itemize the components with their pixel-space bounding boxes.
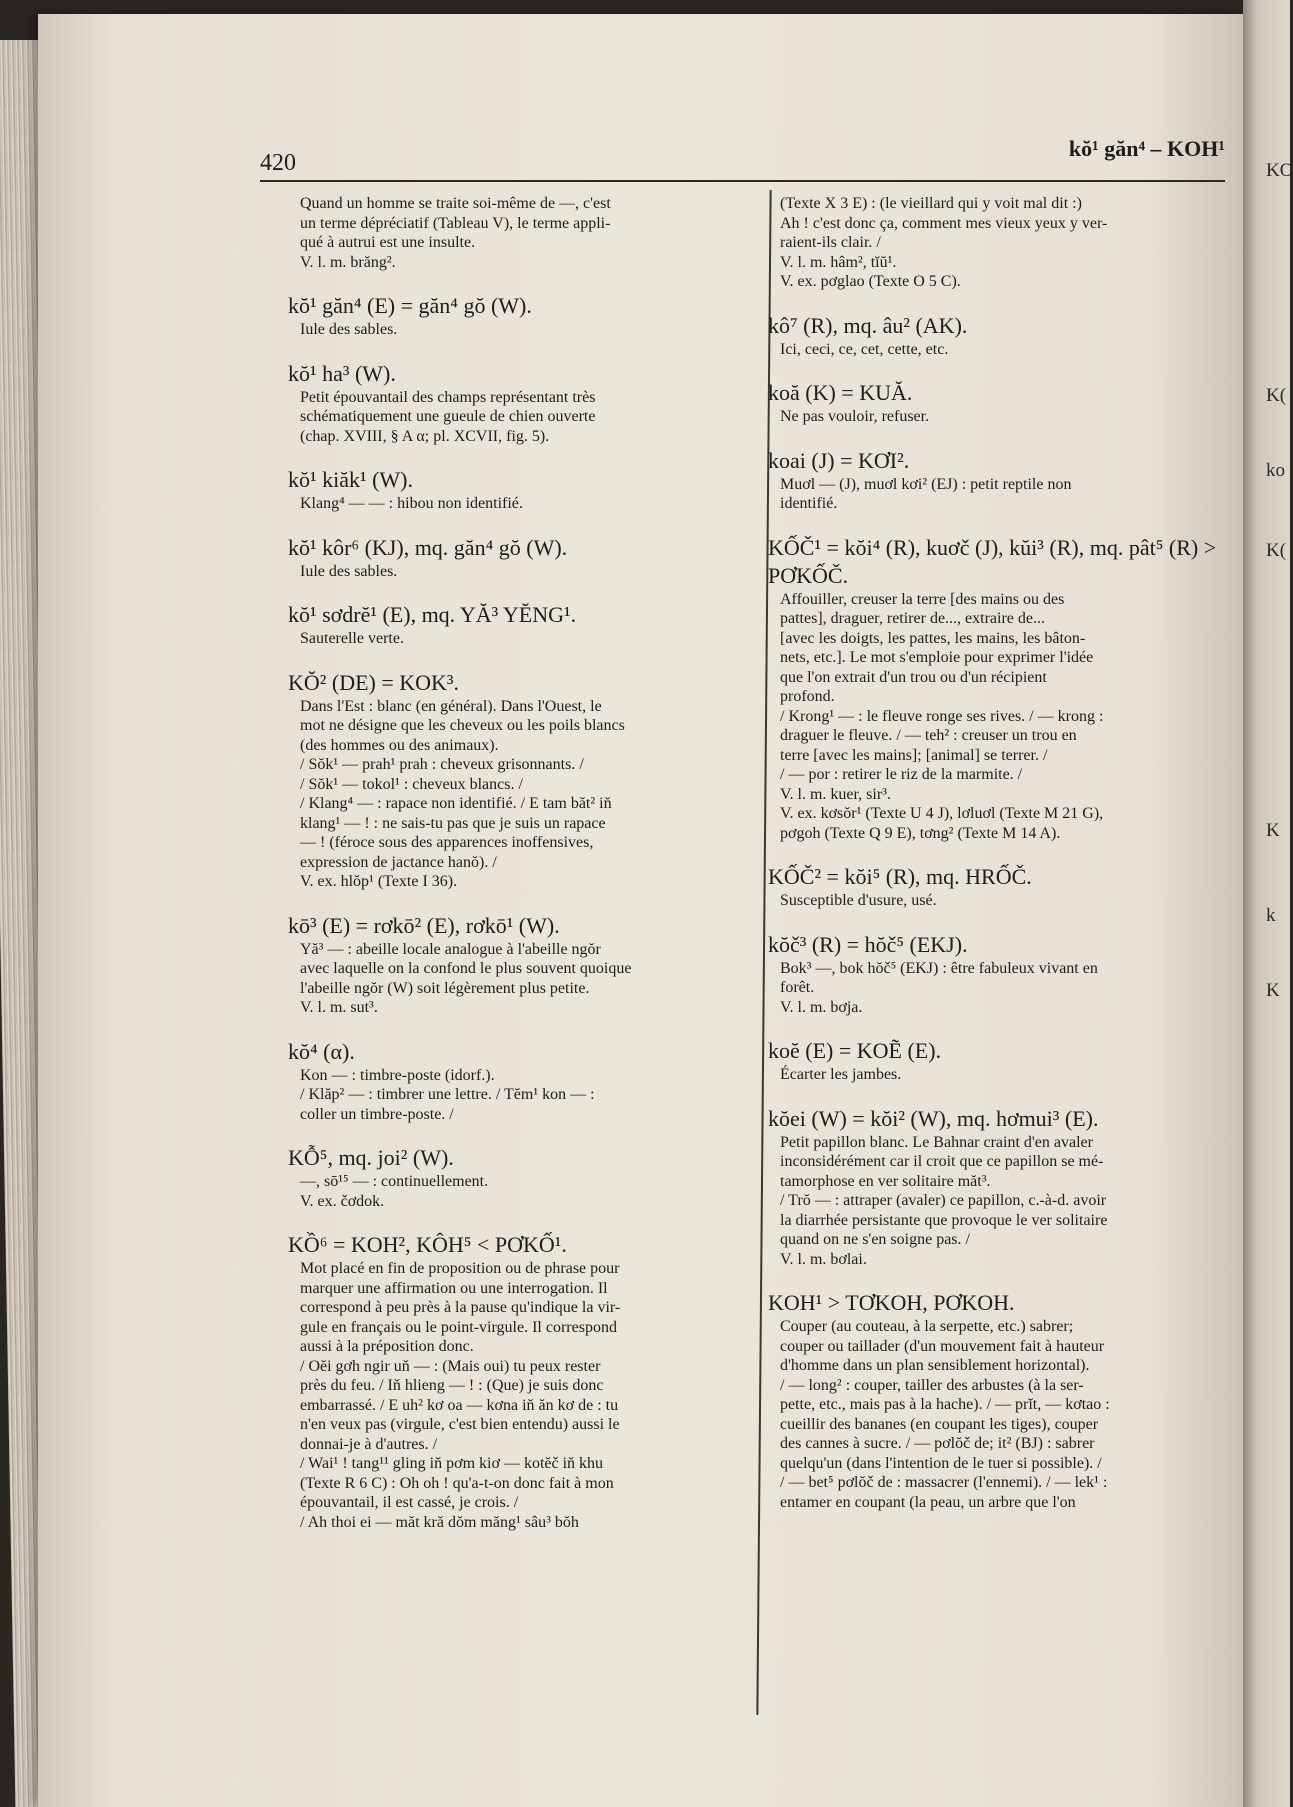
next-page-fragment: K (1266, 820, 1280, 841)
entry-text-line: entamer en coupant (la peau, un arbre que l'on (780, 1493, 1076, 1511)
dictionary-entry (288, 466, 755, 514)
dictionary-entry (288, 669, 755, 892)
entry-headword: kō³ (E) = rơkō² (E), rơkō¹ (W). (288, 912, 560, 938)
entry-text-line: / Oĕi gơh ngir uň — : (Mais oui) tu peux rester (300, 1357, 601, 1375)
entry-text-line: l'abeille ngŏr (W) soit légèrement plus petite. (300, 979, 590, 997)
entry-text-line: (Texte R 6 C) : Oh oh ! qu'a-t-on donc fait à mon (300, 1474, 614, 1492)
entry-headword: kŏ¹ kôr⁶ (KJ), mq. găn⁴ gŏ (W). (288, 534, 568, 560)
entry-text-line: nets, etc.]. Le mot s'emploie pour exprimer l'idée (780, 649, 1094, 666)
entry-text-line: avec laquelle on la confond le plus souvent quoique (300, 960, 632, 977)
entry-text-line: / Klăp² — : timbrer une lettre. / Tĕm¹ kon — : (300, 1086, 595, 1103)
next-page-edge (1243, 0, 1293, 1807)
entry-text-line: Quand un homme se traite soi-même de —, c'est (300, 195, 611, 212)
entry-headword: kŏč³ (R) = hŏč⁵ (EKJ). (768, 931, 968, 957)
dictionary-entry (780, 194, 1235, 292)
dictionary-entry (768, 931, 1235, 1018)
right-column (768, 194, 1235, 1532)
entry-text-line: Muơl — (J), muơl kơi² (EJ) : petit reptile non (780, 475, 1072, 493)
entry-text-line: / Wai¹ ! tang¹¹ gling iň pơm kiơ — kotĕč iň khu (300, 1455, 604, 1472)
entry-text-line: Dans l'Est : blanc (en général). Dans l'Ouest, le (300, 697, 602, 715)
entry-headword: koĕ (E) = KOẼ (E). (768, 1038, 942, 1063)
entry-headword: KỐČ¹ = kŏi⁴ (R), kuơč (J), kŭi³ (R), mq. pât⁵ (R) > PƠKỐČ. (768, 534, 1217, 588)
entry-text-line: d'homme dans un plan sensiblement horizontal). (780, 1357, 1090, 1374)
entry-text-line: Iule des sables. (300, 321, 398, 338)
next-page-fragment: k (1266, 905, 1276, 926)
entry-text-line: Couper (au couteau, à la serpette, etc.) sabrer; (780, 1318, 1074, 1335)
entry-text-line: Susceptible d'usure, usé. (780, 892, 937, 909)
entry-text-line: / — bet⁵ pơlŏč de : massacrer (l'ennemi). / — lek¹ : (780, 1474, 1108, 1491)
entry-text-line: correspond à peu près à la pause qu'indique la vir- (300, 1299, 621, 1316)
entry-text-line: Écarter les jambes. (780, 1066, 902, 1083)
entry-text-line: Ne pas vouloir, refuser. (780, 408, 930, 425)
entry-text-line: Petit papillon blanc. Le Bahnar craint d'en avaler (780, 1133, 1093, 1151)
page-number: 420 (260, 150, 296, 176)
entry-text-line: embarrassé. / E uh² kơ oa — kơna iň ăn kơ de : tu (300, 1396, 619, 1414)
dictionary-entry (768, 534, 1235, 844)
running-head (260, 136, 1225, 182)
dictionary-entry (288, 1144, 755, 1211)
entry-text-line: V. ex. pơglao (Texte O 5 C). (780, 273, 961, 290)
entry-headword: kô⁷ (R), mq. âu² (AK). (768, 312, 968, 338)
entry-text-line: Affouiller, creuser la terre [des mains ou des (780, 590, 1065, 608)
entry-text-line: / Sŏk¹ — tokol¹ : cheveux blancs. / (300, 775, 523, 793)
entry-text-line: V. l. m. bơja. (780, 998, 863, 1016)
dictionary-entry (768, 1105, 1235, 1270)
entry-text-line: / Trŏ — : attraper (avaler) ce papillon, c.-à-d. avoir (780, 1192, 1107, 1209)
entry-text-line: (Texte X 3 E) : (le vieillard qui y voit mal dit :) (780, 195, 1082, 212)
left-column (288, 194, 755, 1552)
entry-text-line: / Sŏk¹ — prah¹ prah : cheveux grisonnants. / (300, 756, 584, 773)
entry-headword: koă (K) = KUĂ. (768, 380, 913, 405)
entry-headword: KỒ⁶ = KOH², KÔH⁵ < PƠKỐ¹. (288, 1232, 567, 1257)
dictionary-entry (768, 1037, 1235, 1085)
entry-headword: kŏ¹ kiăk¹ (W). (288, 467, 413, 492)
entry-text-line: / — long² : couper, tailler des arbustes (à la ser- (780, 1376, 1084, 1394)
entry-text-line: [avec les doigts, les pattes, les mains, les bâton- (780, 629, 1086, 647)
dictionary-entry (288, 601, 755, 649)
entry-text-line: mot ne désigne que les cheveux ou les poils blancs (300, 717, 625, 734)
entry-text-line: épouvantail, il est cassé, je crois. / (300, 1494, 519, 1511)
dictionary-entry (288, 292, 755, 340)
entry-text-line: (chap. XVIII, § A α; pl. XCVII, fig. 5). (300, 427, 550, 445)
entry-headword: KŎ² (DE) = KOK³. (288, 669, 460, 695)
entry-headword: kŏ¹ ha³ (W). (288, 360, 396, 386)
next-page-fragment: K( (1266, 385, 1287, 406)
entry-text-line: V. l. m. brăng². (300, 253, 396, 271)
entry-text-line: schématiquement une gueule de chien ouverte (300, 408, 596, 425)
entry-text-line: Kon — : timbre-poste (idorf.). (300, 1066, 495, 1084)
entry-text-line: un terme dépréciatif (Tableau V), le terme appli- (300, 214, 611, 232)
entry-text-line: pơgoh (Texte Q 9 E), tơng² (Texte M 14 A). (780, 824, 1061, 842)
entry-text-line: Ici, ceci, ce, cet, cette, etc. (780, 340, 949, 358)
entry-text-line: (des hommes ou des animaux). (300, 736, 499, 754)
dictionary-entry (768, 1289, 1235, 1512)
entry-headword: kŏei (W) = kŏi² (W), mq. hơmui³ (E). (768, 1105, 1099, 1131)
entry-text-line: Ah ! c'est donc ça, comment mes vieux yeux y ver- (780, 214, 1108, 232)
entry-text-line: expression de jactance hanŏ). / (300, 853, 497, 871)
entry-text-line: près du feu. / Iň hlieng — ! : (Que) je suis donc (300, 1377, 604, 1394)
entry-text-line: V. ex. čơdok. (300, 1192, 385, 1210)
entry-text-line: couper ou taillader (d'un mouvement fait à hauteur (780, 1337, 1105, 1355)
entry-text-line: Mot placé en fin de proposition ou de phrase pour (300, 1260, 620, 1277)
dictionary-entry (768, 447, 1235, 514)
entry-headword: kŏ¹ găn⁴ (E) = găn⁴ gŏ (W). (288, 293, 532, 318)
entry-text-line: V. ex. kơsŏr¹ (Texte U 4 J), lơluơl (Texte M 21 G), (780, 805, 1104, 822)
entry-text-line: / Ah thoi ei — măt kră dŏm măng¹ sâu³ bŏh (300, 1513, 579, 1531)
entry-text-line: V. l. m. sut³. (300, 999, 378, 1016)
entry-text-line: cueillir des bananes (en coupant les tiges), couper (780, 1415, 1099, 1433)
entry-text-line: V. l. m. hâm², tĭŭ¹. (780, 253, 897, 271)
entry-text-line: quand on ne s'en soigne pas. / (780, 1231, 970, 1248)
entry-text-line: n'en veux pas (virgule, c'est bien entendu) aussi le (300, 1416, 620, 1433)
entry-headword: kŏ¹ sơdrĕ¹ (E), mq. YĂ³ YĔNG¹. (288, 602, 577, 627)
entry-text-line: quelqu'un (dans l'intention de le tuer si possible). / (780, 1454, 1102, 1472)
entry-text-line: V. ex. hlŏp¹ (Texte I 36). (300, 873, 458, 890)
entry-text-line: pattes], draguer, retirer de..., extraire de... (780, 610, 1045, 627)
entry-text-line: profond. (780, 688, 835, 705)
dictionary-entry (768, 312, 1235, 360)
guide-word: kŏ¹ găn⁴ – KOH¹ (1068, 136, 1225, 161)
entry-text-line: Klang⁴ — — : hibou non identifié. (300, 495, 523, 512)
entry-text-line: raient-ils clair. / (780, 234, 881, 251)
entry-text-line: klang¹ — ! : ne sais-tu pas que je suis un rapace (300, 814, 606, 832)
dictionary-entry (288, 1231, 755, 1532)
entry-text-line: —, sō¹⁵ — : continuellement. (300, 1173, 489, 1190)
entry-text-line: terre [avec les mains]; [animal] se terrer. / (780, 746, 1048, 764)
entry-text-line: Iule des sables. (300, 562, 398, 580)
dictionary-entry (288, 534, 755, 582)
entry-text-line: donnai-je à d'autres. / (300, 1435, 438, 1453)
dictionary-entry (288, 360, 755, 447)
entry-text-line: Petit épouvantail des champs représentant très (300, 388, 596, 406)
entry-text-line: pette, etc., mais pas à la hache). / — prĭt, — kơtao : (780, 1396, 1110, 1413)
entry-text-line: V. l. m. bơlai. (780, 1250, 867, 1268)
entry-text-line: la diarrhée persistante que provoque le ver solitaire (780, 1211, 1108, 1229)
entry-text-line: / Krong¹ — : le fleuve ronge ses rives. / — krong : (780, 707, 1104, 725)
entry-text-line: qué à autrui est une insulte. (300, 234, 476, 251)
dictionary-entry (300, 194, 755, 272)
entry-text-line: que l'on extrait d'un trou ou d'un récipient (780, 668, 1047, 686)
entry-text-line: Bok³ —, bok hŏč⁵ (EKJ) : être fabuleux vivant en (780, 959, 1098, 977)
dictionary-entry (768, 863, 1235, 911)
entry-text-line: Yă³ — : abeille locale analogue à l'abeille ngŏr (300, 940, 601, 958)
dictionary-entry (288, 912, 755, 1018)
entry-text-line: inconsidérément car il croit que ce papillon se mé- (780, 1153, 1104, 1170)
entry-text-line: forêt. (780, 979, 815, 996)
entry-text-line: / Klang⁴ — : rapace non identifié. / E tam băt² iň (300, 795, 612, 812)
entry-text-line: aussi à la préposition donc. (300, 1338, 474, 1355)
dictionary-entry (288, 1038, 755, 1125)
entry-text-line: gule en français ou le point-virgule. Il correspond (300, 1318, 617, 1336)
dictionary-entry (768, 379, 1235, 427)
entry-text-line: V. l. m. kuer, sir³. (780, 785, 891, 803)
entry-text-line: marquer une affirmation ou une interrogation. Il (300, 1279, 608, 1297)
entry-text-line: des cannes à sucre. / — pơlŏč de; it² (BJ) : sabrer (780, 1435, 1095, 1452)
entry-text-line: Sauterelle verte. (300, 630, 404, 647)
next-page-fragment: ko (1266, 460, 1285, 481)
entry-text-line: — ! (féroce sous des apparences inoffensives, (300, 834, 594, 851)
entry-headword: kŏ⁴ (α). (288, 1038, 355, 1064)
entry-text-line: draguer le fleuve. / — teh² : creuser un trou en (780, 727, 1077, 744)
entry-headword: KOH¹ > TƠKOH, PƠKOH. (768, 1290, 1015, 1315)
entry-headword: KỐČ² = kŏi⁵ (R), mq. HRỐČ. (768, 864, 1032, 889)
entry-text-line: coller un timbre-poste. / (300, 1105, 454, 1123)
next-page-fragment: KO (1266, 160, 1293, 181)
entry-text-line: / — por : retirer le riz de la marmite. / (780, 766, 1023, 783)
entry-headword: koai (J) = KƠI². (768, 447, 910, 473)
entry-text-line: identifié. (780, 495, 838, 512)
entry-headword: KỖ⁵, mq. joi² (W). (288, 1145, 454, 1170)
next-page-fragment: K( (1266, 540, 1287, 561)
entry-text-line: tamorphose en ver solitaire măt³. (780, 1172, 991, 1190)
next-page-fragment: K (1266, 980, 1280, 1001)
